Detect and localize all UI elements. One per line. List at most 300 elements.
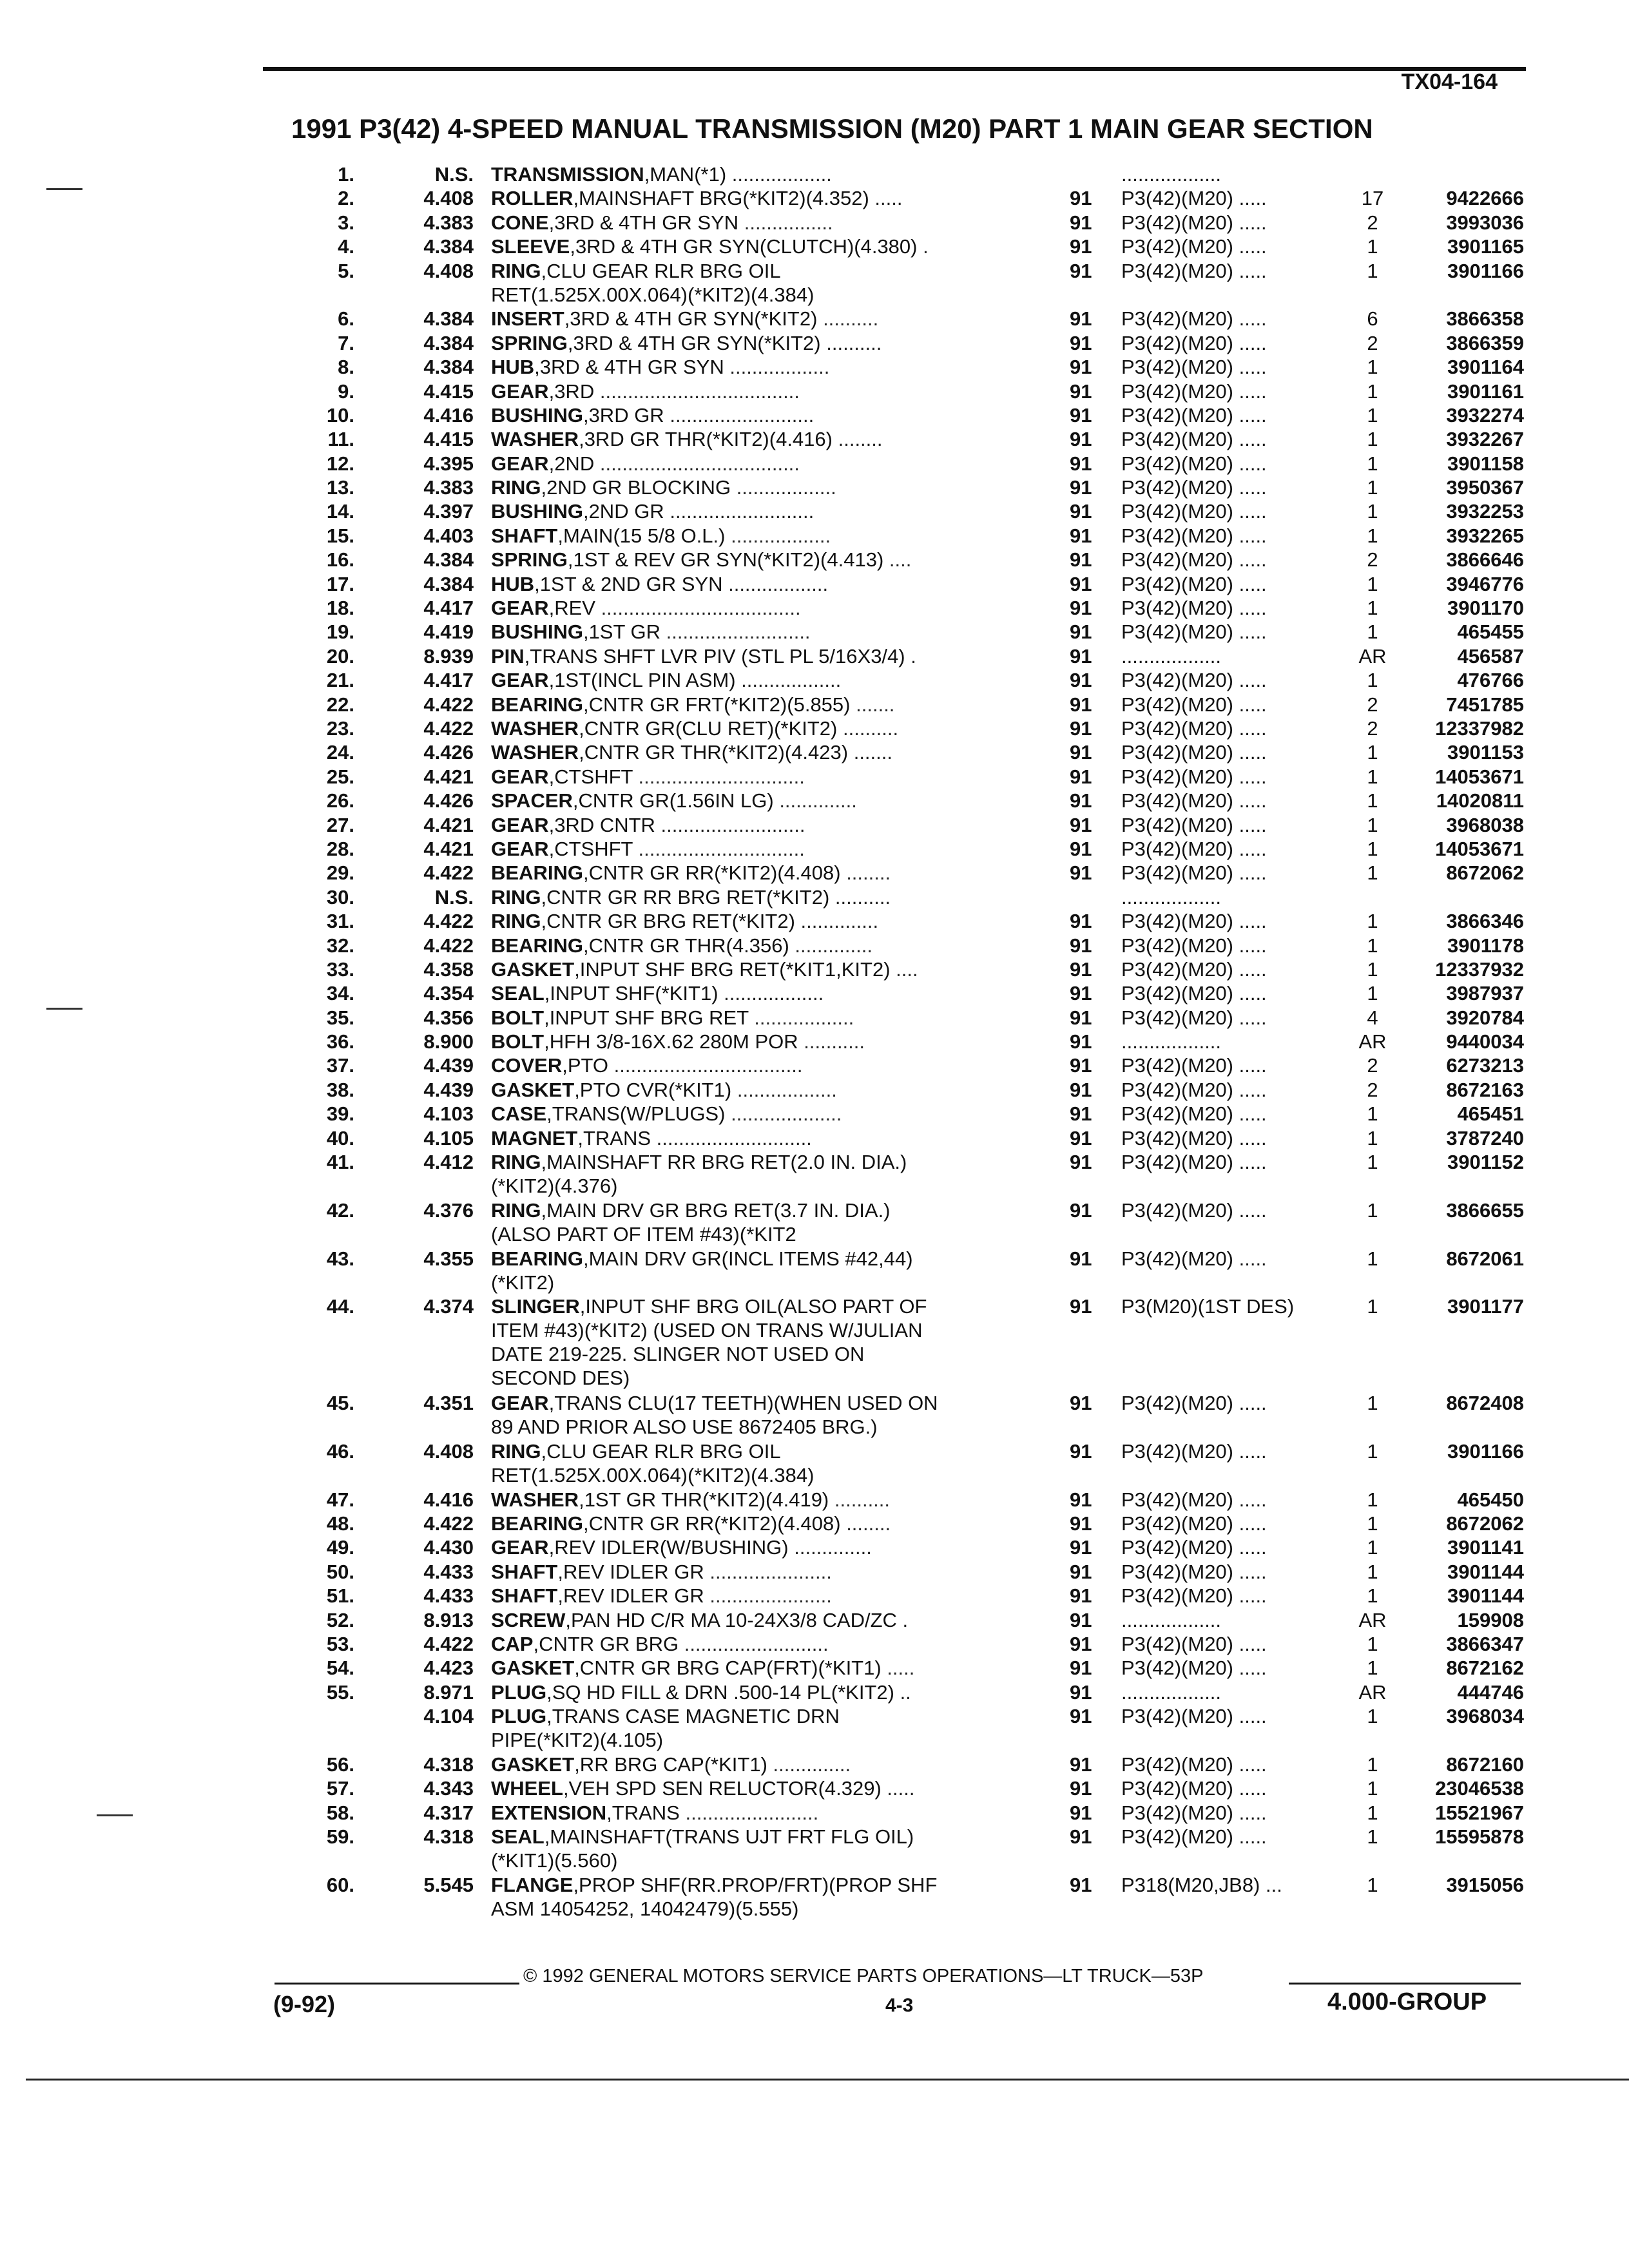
dot-leader: .	[911, 644, 916, 668]
quantity: 1	[1367, 934, 1378, 957]
item-number: 27.	[326, 813, 354, 836]
item-number: 44.	[326, 1295, 354, 1318]
illustration-ref: 4.384	[423, 235, 474, 258]
item-number: 47.	[326, 1488, 354, 1511]
part-name: SLINGER	[491, 1295, 580, 1318]
part-detail: ,CNTR GR BRG RET(*KIT2)	[541, 910, 795, 933]
illustration-ref: 4.430	[423, 1536, 474, 1559]
quantity: 1	[1367, 957, 1378, 981]
model-code: P3(42)(M20) .....	[1121, 356, 1267, 379]
part-detail: ,3RD & 4TH GR SYN	[534, 356, 724, 379]
quantity: 1	[1367, 669, 1378, 692]
model-year: 91	[1070, 1247, 1092, 1270]
dot-leader: ..........................	[670, 403, 815, 427]
model-year: 91	[1070, 934, 1092, 957]
model-year: 91	[1070, 1753, 1092, 1776]
model-code: P3(42)(M20) .....	[1121, 597, 1267, 620]
part-name: RING	[491, 476, 541, 499]
part-number: 3901178	[1447, 934, 1524, 957]
part-description	[491, 1102, 1019, 1126]
page-title: 1991 P3(42) 4-SPEED MANUAL TRANSMISSION (M20) PART 1 MAIN GEAR SECTION	[291, 113, 1373, 144]
part-detail: ,MAIN DRV GR BRG RET(3.7 IN. DIA.)	[541, 1198, 891, 1222]
part-number: 14053671	[1435, 765, 1524, 788]
quantity: 1	[1367, 1392, 1378, 1415]
model-year: 91	[1070, 1632, 1092, 1655]
part-name: GEAR	[491, 452, 549, 475]
part-detail: ,CNTR GR(CLU RET)(*KIT2)	[579, 717, 838, 740]
quantity: 1	[1367, 982, 1378, 1005]
quantity: 1	[1367, 235, 1378, 258]
model-year: 91	[1070, 1608, 1092, 1631]
table-row	[0, 1294, 1629, 1391]
part-name: SHAFT	[491, 1584, 558, 1608]
item-number: 48.	[326, 1512, 354, 1535]
model-code: ..................	[1121, 1680, 1222, 1704]
quantity: 1	[1367, 1825, 1378, 1849]
model-year: 91	[1070, 331, 1092, 354]
quantity: 1	[1367, 1488, 1378, 1511]
part-description	[491, 235, 1019, 258]
model-year: 91	[1070, 452, 1092, 475]
model-year: 91	[1070, 1030, 1092, 1053]
item-number: 31.	[326, 910, 354, 933]
part-name: GEAR	[491, 837, 549, 860]
footer-rule	[1289, 1983, 1521, 1984]
part-number: 3946776	[1446, 572, 1524, 595]
dot-leader: ..............	[773, 1753, 851, 1776]
illustration-ref: 4.416	[423, 1488, 474, 1511]
table-row	[0, 499, 1629, 523]
model-year: 91	[1070, 235, 1092, 258]
copyright-notice: © 1992 GENERAL MOTORS SERVICE PARTS OPERATIONS—LT TRUCK—53P	[523, 1966, 1204, 1986]
part-name: BEARING	[491, 861, 583, 885]
part-name: HUB	[491, 572, 535, 595]
model-year: 91	[1070, 476, 1092, 499]
part-detail: ,2ND GR BLOCKING	[541, 476, 731, 499]
table-row	[0, 355, 1629, 379]
part-description	[491, 693, 1019, 716]
model-code: P3(42)(M20) .....	[1121, 500, 1267, 523]
item-number: 43.	[326, 1247, 354, 1270]
item-number: 41.	[326, 1151, 354, 1174]
part-detail: ,TRANS(W/PLUGS)	[546, 1102, 726, 1126]
model-year: 91	[1070, 620, 1092, 644]
model-year: 91	[1070, 982, 1092, 1005]
model-year: 91	[1070, 813, 1092, 836]
illustration-ref: 4.383	[423, 211, 474, 234]
item-number: 11.	[327, 428, 354, 451]
model-year: 91	[1070, 957, 1092, 981]
model-year: 91	[1070, 1584, 1092, 1608]
table-row	[0, 1078, 1629, 1102]
item-number: 15.	[326, 524, 354, 547]
illustration-ref: 4.395	[423, 452, 474, 475]
part-detail-continued: ASM 14054252, 14042479)(5.555)	[491, 1897, 799, 1920]
part-description	[491, 934, 1019, 957]
model-year: 91	[1070, 500, 1092, 523]
part-detail: ,RR BRG CAP(*KIT1)	[574, 1753, 767, 1776]
part-detail: ,MAN(*1)	[644, 163, 727, 186]
part-number: 3901158	[1447, 452, 1524, 475]
quantity: 1	[1367, 1705, 1378, 1728]
table-row	[0, 1512, 1629, 1535]
part-detail-continued: (ALSO PART OF ITEM #43)(*KIT2	[491, 1222, 796, 1245]
part-description	[491, 1150, 1019, 1198]
part-detail: ,PAN HD C/R MA 10-24X3/8 CAD/ZC	[565, 1608, 897, 1631]
item-number: 23.	[326, 717, 354, 740]
part-description	[491, 1680, 1019, 1704]
part-description	[491, 1825, 1019, 1872]
part-number: 3968038	[1446, 813, 1524, 836]
part-detail: ,TRANS	[577, 1126, 651, 1149]
item-number: 14.	[326, 500, 354, 523]
part-number: 159908	[1457, 1608, 1524, 1631]
dot-leader: ..........................	[666, 620, 811, 644]
item-number: 26.	[326, 789, 354, 812]
model-code: P3(42)(M20) .....	[1121, 403, 1267, 427]
dot-leader: .	[923, 235, 929, 258]
model-year: 91	[1070, 693, 1092, 716]
quantity: 1	[1367, 789, 1378, 812]
illustration-ref: 4.317	[423, 1801, 474, 1824]
model-year: 91	[1070, 428, 1092, 451]
illustration-ref: 4.422	[423, 861, 474, 885]
part-name: CASE	[491, 1102, 547, 1126]
part-description	[491, 668, 1019, 692]
illustration-ref: 4.433	[423, 1560, 474, 1583]
table-row	[0, 1535, 1629, 1559]
item-number: 59.	[326, 1825, 354, 1849]
part-name: EXTENSION	[491, 1801, 607, 1824]
part-number: 3987937	[1446, 982, 1524, 1005]
model-code: P3(42)(M20) .....	[1121, 1825, 1267, 1849]
quantity: 1	[1367, 1873, 1378, 1896]
part-description	[491, 981, 1019, 1005]
part-detail: ,PROP SHF(RR.PROP/FRT)(PROP SHF	[573, 1873, 938, 1896]
dot-leader: ......................	[709, 1584, 832, 1608]
part-number: 3932274	[1446, 403, 1524, 427]
part-detail: ,SQ HD FILL & DRN .500-14 PL(*KIT2)	[546, 1680, 894, 1704]
model-year: 91	[1070, 211, 1092, 234]
quantity: 17	[1361, 187, 1384, 210]
model-code: P3(42)(M20) .....	[1121, 259, 1267, 282]
part-detail: ,CNTR GR BRG	[533, 1632, 679, 1655]
model-code: P3(42)(M20) .....	[1121, 307, 1267, 331]
part-detail: ,INPUT SHF BRG RET(*KIT1,KIT2)	[574, 957, 891, 981]
part-number: 14020811	[1436, 789, 1524, 812]
illustration-ref: 4.421	[423, 813, 474, 836]
model-code: P3(42)(M20) .....	[1121, 693, 1267, 716]
part-detail: ,INPUT SHF BRG RET	[544, 1006, 749, 1029]
part-name: ROLLER	[491, 187, 574, 210]
quantity: 1	[1367, 572, 1378, 595]
part-name: SHAFT	[491, 524, 558, 547]
model-code: P3(42)(M20) .....	[1121, 1102, 1267, 1126]
part-name: RING	[491, 1151, 541, 1174]
footer-rule	[275, 1983, 519, 1984]
illustration-ref: 4.417	[423, 597, 474, 620]
quantity: 1	[1367, 259, 1378, 282]
model-year: 91	[1070, 1705, 1092, 1728]
dot-leader: ..	[900, 1680, 911, 1704]
model-code: P3(42)(M20) .....	[1121, 548, 1267, 572]
part-detail: ,CTSHFT	[548, 765, 633, 788]
illustration-ref: 4.426	[423, 789, 474, 812]
model-code: P3(42)(M20) .....	[1121, 1777, 1267, 1800]
part-number: 3866358	[1446, 307, 1524, 331]
illustration-ref: 4.354	[423, 982, 474, 1005]
table-row	[0, 885, 1629, 909]
model-year: 91	[1070, 1512, 1092, 1535]
part-name: BUSHING	[491, 620, 583, 644]
table-row	[0, 548, 1629, 572]
model-code: P3(42)(M20) .....	[1121, 1126, 1267, 1149]
table-row	[0, 1006, 1629, 1030]
illustration-ref: 4.403	[423, 524, 474, 547]
item-number: 55.	[326, 1680, 354, 1704]
part-detail: ,CTSHFT	[548, 837, 633, 860]
quantity: 1	[1367, 1439, 1378, 1463]
part-description	[491, 452, 1019, 476]
quantity: 1	[1367, 428, 1378, 451]
table-row	[0, 1704, 1629, 1753]
item-number: 21.	[326, 669, 354, 692]
dot-leader: ..........	[834, 1488, 891, 1511]
item-number: 53.	[326, 1632, 354, 1655]
item-number: 4.	[338, 235, 354, 258]
part-description	[491, 620, 1019, 644]
part-name: GEAR	[491, 380, 549, 403]
part-description	[491, 861, 1019, 885]
part-name: BUSHING	[491, 500, 583, 523]
model-year: 91	[1070, 1006, 1092, 1029]
quantity: 2	[1367, 331, 1378, 354]
model-year: 91	[1070, 1439, 1092, 1463]
part-description	[491, 885, 1019, 909]
document-code: TX04-164	[1401, 70, 1498, 94]
illustration-ref: 4.383	[423, 476, 474, 499]
illustration-ref: 8.939	[423, 644, 474, 668]
item-number: 40.	[326, 1126, 354, 1149]
model-code: P3(42)(M20) .....	[1121, 910, 1267, 933]
dot-leader: ...........	[804, 1030, 865, 1053]
dot-leader: ..........................	[670, 500, 815, 523]
model-code: P3(42)(M20) .....	[1121, 765, 1267, 788]
item-number: 49.	[326, 1536, 354, 1559]
part-name: PIN	[491, 644, 525, 668]
table-row	[0, 1150, 1629, 1198]
model-year: 91	[1070, 1102, 1092, 1126]
quantity: 1	[1367, 1512, 1378, 1535]
quantity: 1	[1367, 1632, 1378, 1655]
part-description	[491, 1873, 1019, 1921]
part-name: GEAR	[491, 1392, 549, 1415]
illustration-ref: 4.318	[423, 1825, 474, 1849]
dot-leader: ..........	[826, 331, 882, 354]
quantity: 1	[1367, 620, 1378, 644]
model-year: 91	[1070, 380, 1092, 403]
part-number: 3932265	[1446, 524, 1524, 547]
item-number: 9.	[338, 380, 354, 403]
part-number: 9440034	[1446, 1030, 1524, 1053]
model-year: 91	[1070, 1560, 1092, 1583]
quantity: 2	[1367, 717, 1378, 740]
item-number: 52.	[326, 1608, 354, 1631]
quantity: 1	[1367, 500, 1378, 523]
table-row	[0, 427, 1629, 451]
part-number: 3866346	[1446, 910, 1524, 933]
model-code: P3(42)(M20) .....	[1121, 1584, 1267, 1608]
part-description	[491, 1608, 1019, 1632]
part-detail-continued: RET(1.525X.00X.064)(*KIT2)(4.384)	[491, 1463, 815, 1486]
illustration-ref: 8.900	[423, 1030, 474, 1053]
dot-leader: ..............................	[638, 765, 805, 788]
illustration-ref: 4.439	[423, 1054, 474, 1077]
model-year: 91	[1070, 259, 1092, 282]
part-number: 3950367	[1446, 476, 1524, 499]
part-detail: ,TRANS SHFT LVR PIV (STL PL 5/16X3/4)	[524, 644, 905, 668]
part-number: 3901144	[1447, 1560, 1524, 1583]
model-year: 91	[1070, 837, 1092, 860]
part-number: 12337932	[1435, 957, 1524, 981]
model-code: P3(42)(M20) .....	[1121, 1439, 1267, 1463]
dot-leader: ....................................	[601, 597, 801, 620]
model-code: P3(42)(M20) .....	[1121, 572, 1267, 595]
part-detail: ,CNTR GR BRG CAP(FRT)(*KIT1)	[574, 1657, 882, 1680]
part-description	[491, 716, 1019, 740]
dot-leader: ..............	[795, 934, 872, 957]
part-description	[491, 1439, 1019, 1487]
illustration-ref: 4.415	[423, 428, 474, 451]
table-row	[0, 1801, 1629, 1825]
part-description	[491, 403, 1019, 427]
part-name: GASKET	[491, 1078, 575, 1101]
item-number: 36.	[326, 1030, 354, 1053]
quantity: 1	[1367, 1102, 1378, 1126]
model-year: 91	[1070, 1657, 1092, 1680]
table-row	[0, 452, 1629, 476]
part-number: 465455	[1457, 620, 1524, 644]
model-year: 91	[1070, 861, 1092, 885]
model-code: ..................	[1121, 885, 1222, 908]
part-number: 3920784	[1446, 1006, 1524, 1029]
part-description	[491, 1247, 1019, 1294]
table-row	[0, 981, 1629, 1005]
part-detail: ,CNTR GR RR(*KIT2)(4.408)	[583, 1512, 841, 1535]
part-name: RING	[491, 259, 541, 282]
part-detail: ,1ST & REV GR SYN(*KIT2)(4.413)	[567, 548, 884, 572]
part-name: FLANGE	[491, 1873, 574, 1896]
quantity: 1	[1367, 597, 1378, 620]
quantity: 1	[1367, 1536, 1378, 1559]
part-description	[491, 1006, 1019, 1030]
model-year: 91	[1070, 1126, 1092, 1149]
part-description	[491, 1126, 1019, 1150]
model-code: P3(42)(M20) .....	[1121, 1657, 1267, 1680]
part-name: SLEEVE	[491, 235, 570, 258]
dot-leader: .......	[856, 693, 895, 716]
part-name: BEARING	[491, 693, 583, 716]
dot-leader: ..................	[754, 1006, 854, 1029]
illustration-ref: 4.103	[423, 1102, 474, 1126]
part-detail: ,2ND	[548, 452, 595, 475]
part-description	[491, 355, 1019, 379]
quantity: 1	[1367, 524, 1378, 547]
part-name: WASHER	[491, 741, 579, 764]
illustration-ref: 4.374	[423, 1295, 474, 1318]
dot-leader: .....	[874, 187, 903, 210]
illustration-ref: 4.439	[423, 1078, 474, 1101]
dot-leader: ..............	[794, 1536, 872, 1559]
illustration-ref: 4.408	[423, 259, 474, 282]
quantity: 1	[1367, 356, 1378, 379]
part-name: INSERT	[491, 307, 564, 331]
part-name: BOLT	[491, 1030, 545, 1053]
illustration-ref: 4.351	[423, 1392, 474, 1415]
part-detail: ,3RD CNTR	[548, 813, 655, 836]
illustration-ref: 4.384	[423, 548, 474, 572]
item-number: 46.	[326, 1439, 354, 1463]
model-year: 91	[1070, 572, 1092, 595]
part-name: WHEEL	[491, 1777, 563, 1800]
model-code: P3(42)(M20) .....	[1121, 813, 1267, 836]
dot-leader: ......................	[709, 1560, 832, 1583]
part-number: 8672163	[1446, 1078, 1524, 1101]
part-detail: ,MAINSHAFT BRG(*KIT2)(4.352)	[573, 187, 869, 210]
part-description	[491, 186, 1019, 210]
illustration-ref: 4.376	[423, 1198, 474, 1222]
illustration-ref: 4.433	[423, 1584, 474, 1608]
item-number: 19.	[326, 620, 354, 644]
part-description	[491, 331, 1019, 355]
illustration-ref: 4.421	[423, 837, 474, 860]
part-description	[491, 548, 1019, 572]
part-number: 3866655	[1446, 1198, 1524, 1222]
item-number: 17.	[326, 572, 354, 595]
dot-leader: ..............	[779, 789, 857, 812]
part-number: 8672061	[1446, 1247, 1524, 1270]
quantity: 1	[1367, 1295, 1378, 1318]
part-description	[491, 1198, 1019, 1246]
model-code: P3(42)(M20) .....	[1121, 1560, 1267, 1583]
part-name: SPRING	[491, 548, 568, 572]
model-code: P3(42)(M20) .....	[1121, 524, 1267, 547]
part-detail: ,REV IDLER GR	[557, 1584, 704, 1608]
part-detail: ,3RD	[548, 380, 595, 403]
part-detail-continued: 89 AND PRIOR ALSO USE 8672405 BRG.)	[491, 1416, 878, 1439]
part-description	[491, 1053, 1019, 1077]
item-number: 10.	[326, 403, 354, 427]
part-name: MAGNET	[491, 1126, 578, 1149]
item-number: 20.	[326, 644, 354, 668]
part-detail: ,3RD & 4TH GR SYN(CLUTCH)(4.380)	[570, 235, 918, 258]
model-code: P3(42)(M20) .....	[1121, 1801, 1267, 1824]
part-detail: ,3RD & 4TH GR SYN(*KIT2)	[567, 331, 821, 354]
item-number: 50.	[326, 1560, 354, 1583]
table-row	[0, 476, 1629, 499]
illustration-ref: 4.384	[423, 572, 474, 595]
part-name: COVER	[491, 1054, 563, 1077]
illustration-ref: 4.422	[423, 1512, 474, 1535]
table-row	[0, 596, 1629, 620]
table-row	[0, 1126, 1629, 1150]
part-description	[491, 572, 1019, 596]
dot-leader: ........................	[685, 1801, 819, 1824]
model-year: 91	[1070, 307, 1092, 331]
item-number: 22.	[326, 693, 354, 716]
part-number: 15521967	[1435, 1801, 1524, 1824]
table-row	[0, 740, 1629, 764]
